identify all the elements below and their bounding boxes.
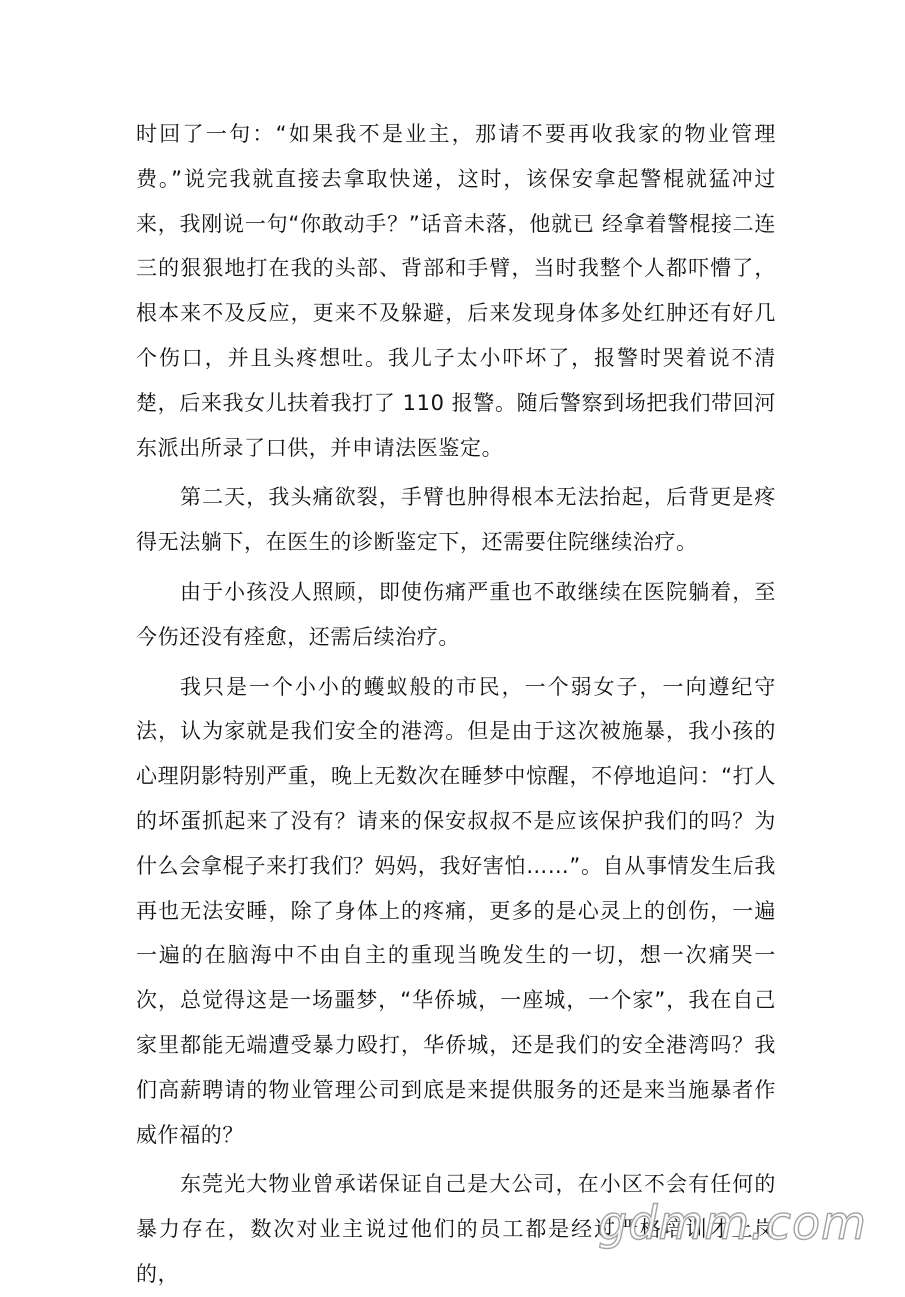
paragraph-5: 东莞光大物业曾承诺保证自己是大公司，在小区不会有任何的暴力存在，数次对业主说过他们的员工都是经过严格培训才上岗的， bbox=[136, 1172, 776, 1286]
paragraph-3: 由于小孩没人照顾，即使伤痛严重也不敢继续在医院躺着，至今伤还没有痊愈，还需后续治疗。 bbox=[136, 579, 776, 649]
site-watermark: gdmm.com bbox=[598, 1196, 867, 1250]
paragraph-2: 第二天，我头痛欲裂，手臂也肿得根本无法抬起，后背更是疼得无法躺下，在医生的诊断鉴定下，还需要住院继续治疗。 bbox=[136, 485, 776, 555]
paragraph-4: 我只是一个小小的蠖蚁般的市民，一个弱女子，一向遵纪守法，认为家就是我们安全的港湾。但是由于这次被施暴，我小孩的心理阴影特别严重，晚上无数次在睡梦中惊醒，不停地追问：“打人的坏蛋抓起来了没有？请来的保安叔叔不是应该保护我们的吗？为什么会拿棍子来打我们？妈妈，我好害怕……”。自从事情发生后我再也无法安睡，除了身体上的疼痛，更多的是心灵上的创伤，一遍一遍的在脑海中不由自主的重现当晚发生的一切，想一次痛哭一次，总觉得这是一场噩梦，“华侨城，一座城，一个家”，我在自己家里都能无端遭受暴力殴打，华侨城，还是我们的安全港湾吗？我们高薪聘请的物业管理公司到底是来提供服务的还是来当施暴者作威作福的？ bbox=[136, 674, 776, 1147]
paragraph-1: 时回了一句：“如果我不是业主，那请不要再收我家的物业管理费。”说完我就直接去拿取快递，这时，该保安拿起警棍就猛冲过来，我刚说一句“你敢动手？”话音未落，他就已 经拿着警棍接二连三的狠狠地打在我的头部、背部和手臂，当时我整个人都吓懵了，根本来不及反应，更来不及躲避，后来发现身体多处红肿还有好几个伤口，并且头疼想吐。我儿子太小吓坏了，报警时哭着说不清楚，后来我女儿扶着我打了 110 报警。随后警察到场把我们带回河东派出所录了口供，并申请法医鉴定。 bbox=[136, 122, 776, 460]
document-body bbox=[136, 112, 776, 1297]
